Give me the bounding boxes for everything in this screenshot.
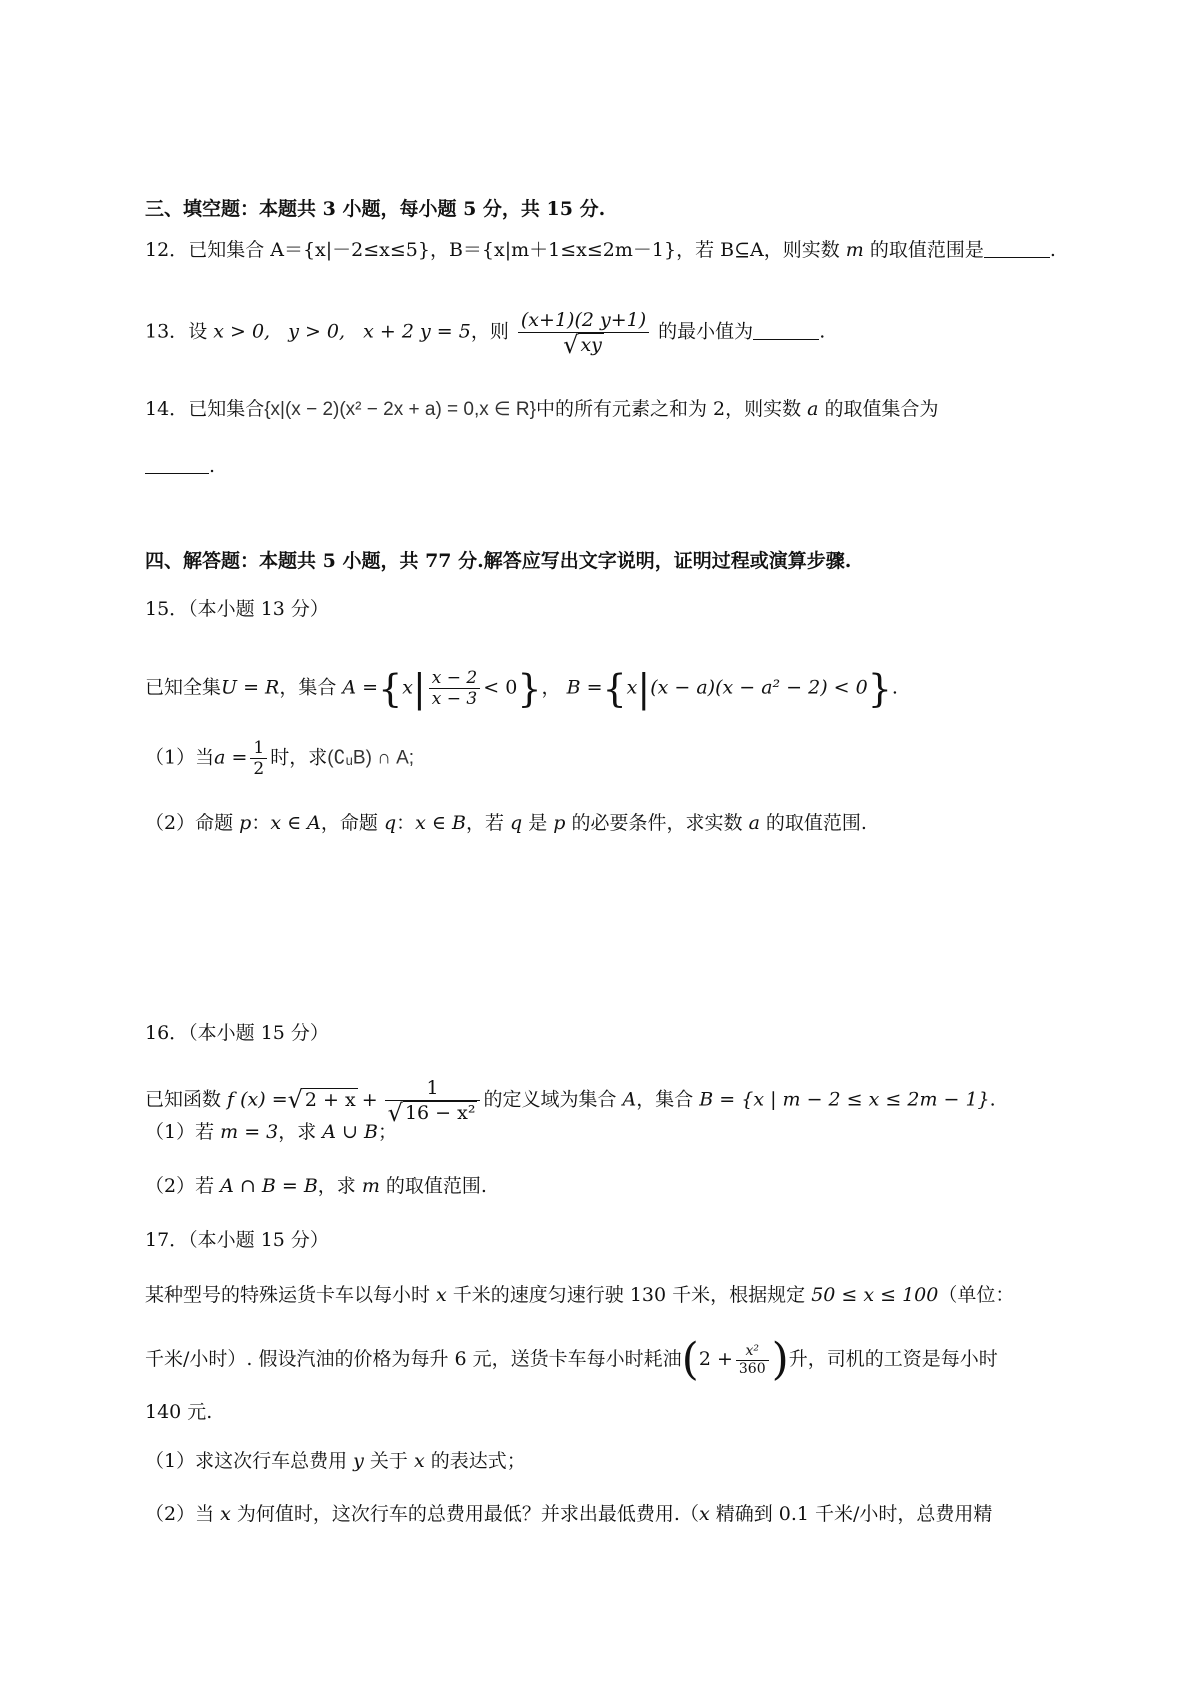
question-text: 精确到 0.1 千米/小时，总费用精: [709, 1503, 993, 1525]
question-text: A，则实数: [750, 239, 846, 261]
brace-close: }: [517, 666, 542, 711]
question-16-part-1: [145, 1119, 397, 1145]
variable-x: x: [436, 1284, 447, 1306]
set-b-expression: (x − a)(x − a² − 2) < 0: [650, 676, 868, 699]
question-16-statement: [145, 1076, 996, 1125]
sqrt-symbol: √: [287, 1085, 303, 1114]
fraction-denominator: 2: [253, 759, 265, 779]
question-text: 升，司机的工资是每小时: [788, 1348, 998, 1370]
question-text: 某种型号的特殊运货卡车以每小时: [145, 1284, 437, 1306]
fraction-denominator: [518, 333, 649, 357]
question-text: ：: [251, 812, 271, 834]
set-a-fraction: [429, 668, 480, 709]
question-16-title: 16．（本小题 15 分）: [145, 1022, 329, 1044]
period: .: [1049, 239, 1056, 261]
question-number: 12．: [145, 239, 189, 261]
set-a-label: A =: [342, 676, 379, 699]
condition-expression: A ∩ B = B: [220, 1175, 318, 1197]
question-17-line-3: 140 元.: [145, 1401, 213, 1423]
question-15-part-2: [145, 810, 867, 836]
question-16-part-2: [145, 1173, 487, 1199]
range-expression: 50 ≤ x ≤ 100: [811, 1284, 939, 1306]
proposition-p: p: [553, 812, 566, 834]
x-in-a: x ∈ A: [270, 812, 321, 834]
fraction-numerator: 1: [385, 1076, 481, 1101]
question-text: 已知集合: [188, 398, 265, 420]
fraction-denominator: 360: [738, 1360, 766, 1377]
set-b-label: B =: [566, 676, 603, 699]
question-text: （2）若: [145, 1175, 221, 1197]
period: .: [209, 455, 216, 477]
question-text: 千米/小时）. 假设汽油的价格为每升 6 元，送货卡车每小时耗油: [145, 1348, 682, 1370]
set-a-variable: x: [402, 676, 413, 699]
question-text: ，求: [317, 1175, 362, 1197]
question-text: （1）若: [145, 1121, 221, 1143]
question-text: 已知函数: [145, 1088, 228, 1111]
fraction-denominator: [385, 1101, 481, 1125]
question-13: [145, 308, 825, 357]
question-text: 为何值时，这次行车的总费用最低？并求出最低费用.（: [230, 1503, 699, 1525]
question-12: [145, 237, 1056, 263]
fraction-expression: [518, 308, 649, 357]
paren-close: ): [771, 1334, 789, 1385]
variable-m: m: [845, 239, 864, 261]
fuel-constant: 2 +: [698, 1348, 733, 1370]
function-label: f (x) =: [227, 1088, 288, 1111]
sqrt-symbol: √: [563, 331, 579, 359]
sqrt-radicand: 16 − x²: [404, 1102, 476, 1124]
union-expression: A ∪ B: [322, 1121, 378, 1143]
question-text: 的表达式；: [424, 1450, 526, 1472]
universal-set: U = R: [221, 676, 280, 699]
question-text: 的取值范围是: [863, 239, 984, 261]
period: .: [819, 320, 826, 343]
proposition-p: p: [239, 812, 252, 834]
question-text: （2）命题: [145, 812, 240, 834]
question-17-title: 17．（本小题 15 分）: [145, 1229, 329, 1251]
section-3-heading: 三、填空题：本题共 3 小题，每小题 5 分，共 15 分.: [145, 198, 606, 220]
answer-blank[interactable]: [984, 239, 1050, 258]
question-14-continuation: [145, 453, 215, 479]
question-text: 千米的速度匀速行驶 130 千米，根据规定: [446, 1284, 812, 1306]
answer-blank[interactable]: [145, 455, 209, 474]
variable-x: x: [413, 1450, 425, 1472]
fraction-numerator: x − 2: [429, 668, 480, 689]
brace-open: {: [378, 666, 403, 711]
proposition-q: q: [383, 812, 397, 834]
question-17-part-2: [145, 1501, 992, 1527]
question-17-line-1: [145, 1282, 1014, 1308]
question-text: 关于: [363, 1450, 414, 1472]
question-text: 的最小值为: [652, 320, 754, 343]
question-text: ；: [377, 1121, 397, 1143]
question-text: （单位：: [938, 1284, 1015, 1306]
variable-a: a: [807, 398, 819, 420]
question-text: ，命题: [320, 812, 384, 834]
fuel-fraction: [736, 1343, 769, 1378]
set-a-relation: < 0: [483, 676, 518, 699]
question-text: 是: [522, 812, 554, 834]
question-text: ：: [396, 812, 416, 834]
proposition-q: q: [510, 812, 523, 834]
variable-x: x: [220, 1503, 231, 1525]
question-14: [145, 396, 939, 423]
question-text: 设: [188, 320, 214, 343]
variable-a: a: [748, 812, 760, 834]
bar-symbol: |: [412, 666, 426, 711]
question-text: 中的所有元素之和为 2，则实数: [535, 398, 808, 420]
bar-symbol: |: [637, 666, 651, 711]
brace-open: {: [602, 666, 627, 711]
answer-blank[interactable]: [753, 321, 819, 340]
fraction-numerator: (x+1)(2 y+1): [518, 308, 649, 333]
question-text: 已知集合 A＝{x|－2≤x≤5}，B＝{x|m＋1≤x≤2m－1}，若 B: [188, 239, 735, 261]
period: .: [989, 1088, 996, 1111]
variable-y: y: [353, 1450, 364, 1472]
variable-x: x: [698, 1503, 710, 1525]
sqrt-radicand: 2 + x: [304, 1088, 356, 1111]
brace-close: }: [867, 666, 892, 711]
plus-sign: +: [361, 1088, 378, 1111]
x-in-b: x ∈ B: [415, 812, 466, 834]
fraction-one-half: [250, 738, 267, 779]
sqrt-radicand: xy: [580, 334, 602, 356]
question-17-line-2: [145, 1334, 998, 1385]
complement-expression: (∁ᵤB) ∩ A;: [327, 747, 415, 769]
question-text: ，集合: [279, 676, 343, 699]
fraction-denominator: x − 3: [431, 689, 478, 709]
question-15-statement: 已知全集U = R，集合 A ={x| $\frac{x - 2}{x - 3}$ < 0}， B ={x|(x − a)(x − a² − 2) < 0}.: [145, 666, 898, 711]
question-text: 的必要条件，求实数: [565, 812, 749, 834]
set-b-expression: B = {x | m − 2 ≤ x ≤ 2m − 1}: [699, 1088, 990, 1111]
condition-expression: x > 0, y > 0, x + 2 y = 5: [213, 320, 471, 343]
question-15-title: 15．（本小题 13 分）: [145, 598, 329, 620]
question-text: ，若: [465, 812, 511, 834]
question-17-part-1: [145, 1448, 526, 1474]
question-text: 的取值范围.: [379, 1175, 487, 1197]
function-fraction: [385, 1076, 481, 1125]
subset-symbol: ⊆: [734, 239, 751, 261]
sqrt-symbol: √: [387, 1099, 403, 1127]
section-4-heading: 四、解答题：本题共 5 小题，共 77 分.解答应写出文字说明，证明过程或演算步骤.: [145, 550, 852, 572]
variable-m: m: [361, 1175, 380, 1197]
condition-a: a =: [214, 746, 248, 769]
fraction-numerator: 1: [250, 738, 267, 759]
question-text: 的取值范围.: [759, 812, 867, 834]
part-label: （1）当: [145, 746, 215, 769]
question-text: ，求: [278, 1121, 323, 1143]
set-expression: {x|(x − 2)(x² − 2x + a) = 0,x ∈ R}: [264, 399, 536, 420]
variable-a: A: [622, 1088, 637, 1111]
question-text: ，集合: [636, 1088, 700, 1111]
question-15-part-1: [145, 738, 414, 779]
condition-expression: m = 3: [220, 1121, 279, 1143]
fraction-numerator: x²: [736, 1343, 769, 1361]
question-number: 14．: [145, 398, 189, 420]
question-text: 的定义域为集合: [483, 1088, 623, 1111]
question-text: （2）当: [145, 1503, 221, 1525]
question-text: 已知全集: [145, 676, 222, 699]
question-number: 13．: [145, 320, 189, 343]
paren-open: (: [681, 1334, 699, 1385]
question-text: （1）求这次行车总费用: [145, 1450, 354, 1472]
question-text: ，则: [470, 320, 515, 343]
question-text: 时，求: [270, 746, 328, 769]
question-text: 的取值集合为: [818, 398, 939, 420]
set-b-variable: x: [626, 676, 638, 699]
